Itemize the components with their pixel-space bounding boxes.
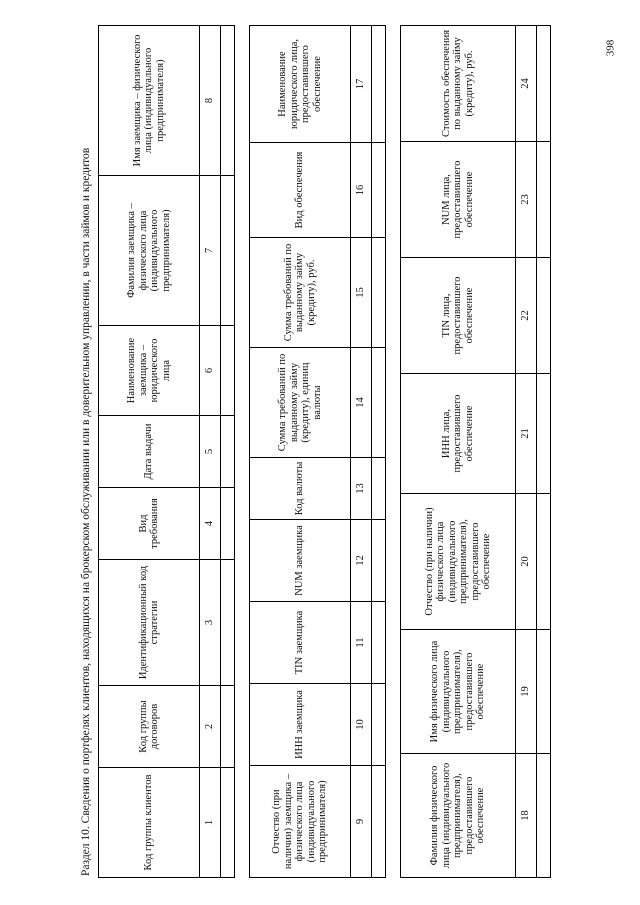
column-number: 9	[351, 766, 372, 878]
column-number: 20	[516, 494, 537, 630]
empty-cell	[372, 602, 386, 684]
empty-cell	[221, 416, 235, 488]
table-1-number-row	[200, 26, 221, 878]
header-cell: Код группы клиентов	[99, 768, 200, 878]
column-number: 11	[351, 602, 372, 684]
column-number: 15	[351, 238, 372, 348]
column-number: 4	[200, 488, 221, 560]
empty-cell	[537, 630, 551, 754]
table-3-empty-row	[537, 26, 551, 878]
header-cell: Отчество (при наличии) заемщика – физического лица (индивидуального предпринимателя)	[250, 766, 351, 878]
header-cell: Имя физического лица (индивидуального предпринимателя), предоставившего обеспечение	[401, 630, 516, 754]
column-number: 3	[200, 560, 221, 686]
header-cell: Код валюты	[250, 458, 351, 520]
empty-cell	[372, 238, 386, 348]
column-number: 5	[200, 416, 221, 488]
empty-cell	[221, 488, 235, 560]
column-number: 23	[516, 142, 537, 258]
empty-cell	[537, 494, 551, 630]
empty-cell	[537, 754, 551, 878]
header-cell: Код группы договоров	[99, 686, 200, 768]
table-2-header-row	[250, 26, 351, 878]
header-cell: Отчество (при наличии) физического лица (индивидуального предпринимателя), предоставившего обеспечение	[401, 494, 516, 630]
rotated-content	[76, 26, 532, 878]
header-cell: Имя заемщика – физического лица (индивидуального предпринимателя)	[99, 26, 200, 176]
column-number: 1	[200, 768, 221, 878]
header-cell: Дата выдачи	[99, 416, 200, 488]
empty-cell	[537, 26, 551, 142]
column-number: 7	[200, 176, 221, 326]
page-number: 398	[603, 39, 616, 57]
column-number: 10	[351, 684, 372, 766]
column-number: 22	[516, 258, 537, 374]
header-cell: NUM заемщика	[250, 520, 351, 602]
column-number: 2	[200, 686, 221, 768]
header-cell: ИНН лица, предоставившего обеспечение	[401, 374, 516, 494]
column-number: 18	[516, 754, 537, 878]
empty-cell	[221, 176, 235, 326]
empty-cell	[372, 348, 386, 458]
header-cell: TIN заемщика	[250, 602, 351, 684]
column-number: 19	[516, 630, 537, 754]
header-cell: Наименование заемщика – юридического лица	[99, 326, 200, 416]
header-cell: ИНН заемщика	[250, 684, 351, 766]
empty-cell	[221, 560, 235, 686]
column-number: 14	[351, 348, 372, 458]
header-cell: Наименование юридического лица, предоставившего обеспечение	[250, 26, 351, 143]
column-number: 24	[516, 26, 537, 142]
header-cell: Идентификационный код стратегии	[99, 560, 200, 686]
header-cell: Фамилия физического лица (индивидуального предпринимателя), предоставившего обеспечение	[401, 754, 516, 878]
column-number: 16	[351, 143, 372, 238]
column-number: 8	[200, 26, 221, 176]
header-cell: TIN лица, предоставившего обеспечение	[401, 258, 516, 374]
section-title: Раздел 10. Сведения о портфелях клиентов, находящихся на брокерском обслуживании или в доверительном управлении, в части займов и кредитов	[80, 147, 92, 876]
empty-cell	[221, 326, 235, 416]
table-3-header-row	[401, 26, 516, 878]
empty-cell	[372, 458, 386, 520]
table-2-number-row	[351, 26, 372, 878]
table-2	[249, 25, 386, 878]
column-number: 13	[351, 458, 372, 520]
empty-cell	[372, 143, 386, 238]
header-cell: Сумма требований по выданному займу (кредиту), руб.	[250, 238, 351, 348]
header-cell: NUM лица, предоставившего обеспечение	[401, 142, 516, 258]
empty-cell	[221, 26, 235, 176]
empty-cell	[537, 142, 551, 258]
column-number: 21	[516, 374, 537, 494]
column-number: 17	[351, 26, 372, 143]
header-cell: Вид требования	[99, 488, 200, 560]
column-number: 6	[200, 326, 221, 416]
empty-cell	[221, 768, 235, 878]
empty-cell	[372, 26, 386, 143]
header-cell: Фамилия заемщика – физического лица (индивидуального предпринимателя)	[99, 176, 200, 326]
table-1	[98, 25, 235, 878]
empty-cell	[537, 374, 551, 494]
empty-cell	[537, 258, 551, 374]
empty-cell	[372, 684, 386, 766]
table-2-empty-row	[372, 26, 386, 878]
table-3	[400, 25, 551, 878]
header-cell: Стоимость обеспечения по выданному займу (кредиту), руб.	[401, 26, 516, 142]
empty-cell	[372, 520, 386, 602]
table-3-number-row	[516, 26, 537, 878]
header-cell: Вид обеспечения	[250, 143, 351, 238]
column-number: 12	[351, 520, 372, 602]
table-1-header-row	[99, 26, 200, 878]
empty-cell	[221, 686, 235, 768]
header-cell: Сумма требований по выданному займу (кредиту), единиц валюты	[250, 348, 351, 458]
table-1-empty-row	[221, 26, 235, 878]
empty-cell	[372, 766, 386, 878]
